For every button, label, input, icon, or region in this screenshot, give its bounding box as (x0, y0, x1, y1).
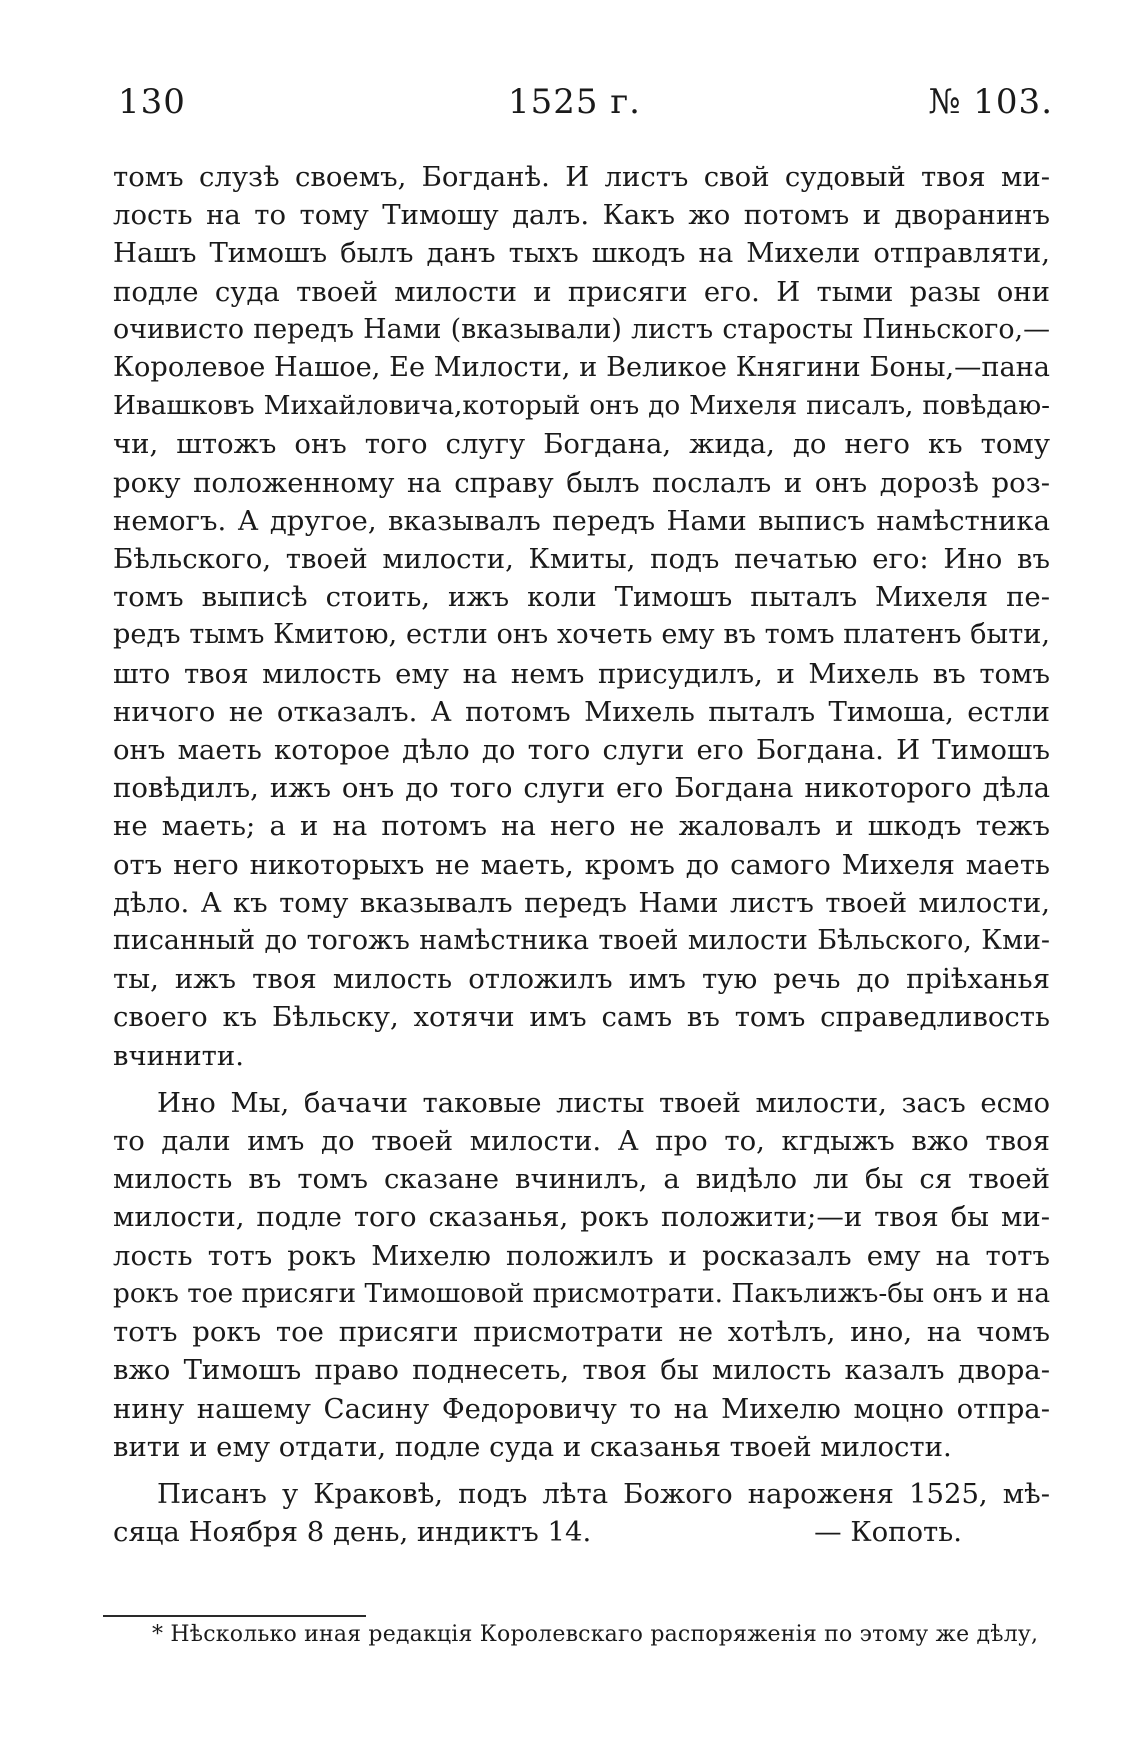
text-line: ты, ижъ твоя милость отложилъ имъ тую речь до прiѣханья (113, 963, 1050, 996)
text-line: лость на то тому Тимошу далъ. Какъ жо потомъ и дворанинъ (113, 199, 1050, 232)
text-line: томъ слузѣ своемъ, Богданѣ. И листъ свой судовый твоя ми- (113, 161, 1050, 193)
text-line: чи, штожъ онъ того слугу Богдана, жида, до него къ тому (113, 428, 1050, 461)
page-number: 130 (118, 82, 186, 122)
text-line: то дали имъ до твоей милости. А про то, кгдыжъ вжо твоя (113, 1125, 1050, 1158)
text-line: лость тотъ рокъ Михелю положилъ и росказалъ ему на тотъ (113, 1239, 1050, 1272)
text-line: отъ него никоторыхъ не маеть, кромъ до самого Михеля маеть (113, 848, 1050, 881)
text-line: Писанъ у Краковѣ, подъ лѣта Божого нароженя 1525, мѣ- (157, 1477, 1050, 1510)
text-line: Нашъ Тимошъ былъ данъ тыхъ шкодъ на Михели отправляти, (113, 237, 1050, 270)
text-line: онъ маеть которое дѣло до того слуги его Богдана. И Тимошъ (113, 734, 1050, 767)
paragraph-1 (113, 158, 1050, 1075)
text-line: писанный до тогожъ намѣстника твоей милости Бѣльского, Кми- (113, 925, 1050, 957)
paragraph-3 (113, 1475, 1050, 1551)
body-text (113, 158, 1050, 1551)
signature: — Копоть. (814, 1516, 962, 1549)
text-line: повѣдилъ, ижъ онъ до того слуги его Богдана никоторого дѣла (113, 772, 1050, 805)
text-line: року положенному на справу былъ послалъ и онъ дорозѣ роз- (113, 466, 1050, 499)
text-line: милость въ томъ сказане вчинилъ, а видѣло ли бы ся твоей (113, 1163, 1050, 1196)
date-text: сяца Ноября 8 день, индиктъ 14. (113, 1516, 592, 1549)
text-line: ничого не отказалъ. А потомъ Михель пыталъ Тимоша, естли (113, 695, 1050, 728)
text-line: томъ выписѣ стоить, ижъ коли Тимошъ пыталъ Михеля пе- (113, 581, 1050, 614)
text-line: рокъ тое присяги Тимошовой присмотрати. Пакълижъ-бы онъ и на (113, 1278, 1050, 1309)
header-year: 1525 г. (508, 82, 641, 122)
text-line: подле суда твоей милости и присяги его. И тыми разы они (113, 275, 1050, 308)
text-line: вити и ему отдати, подле суда и сказанья твоей милости. (113, 1430, 952, 1463)
text-line: редъ тымъ Кмитою, естли онъ хочеть ему въ томъ платенъ быти, (113, 619, 1050, 651)
text-line: што твоя милость ему на немъ присудилъ, и Михель въ томъ (113, 657, 1050, 690)
text-line: нину нашему Сасину Федоровичу то на Михелю моцно отпра- (113, 1392, 1050, 1425)
text-line: тотъ рокъ тое присяги присмотрати не хотѣлъ, ино, на чомъ (113, 1316, 1050, 1349)
text-line: Ивашковъ Михайловича,который онъ до Михеля писалъ, повѣдаю- (113, 391, 1050, 422)
page-header (118, 82, 1053, 132)
text-line: вжо Тимошъ право поднесеть, твоя бы милость казалъ двора- (113, 1354, 1050, 1387)
text-line: вчинити. (113, 1039, 244, 1072)
text-line: дѣло. А къ тому вказывалъ передъ Нами листъ твоей милости, (113, 886, 1050, 919)
text-line: очивисто передъ Нами (вказывали) листъ старосты Пиньского,— (113, 313, 1050, 345)
footnote: * Нѣсколько иная редакція Королевскаго распоряженія по этому же дѣлу, (152, 1622, 1039, 1647)
closing-line (113, 1513, 1050, 1551)
text-line: Королевое Нашое, Ее Милости, и Великое Княгини Боны,—пана (113, 352, 1050, 384)
text-line: не маеть; а и на потомъ на него не жаловалъ и шкодъ тежъ (113, 810, 1050, 843)
text-line: Ино Мы, бачачи таковые листы твоей милости, засъ есмо (157, 1086, 1050, 1119)
text-line: милости, подле того сказанья, рокъ положити;—и твоя бы ми- (113, 1201, 1050, 1234)
text-line: немогъ. А другое, вказывалъ передъ Нами выписъ намѣстника (113, 504, 1050, 537)
footnote-divider (103, 1615, 366, 1617)
text-line: Бѣльского, твоей милости, Кмиты, подъ печатью его: Ино въ (113, 543, 1050, 576)
document-number: № 103. (928, 82, 1053, 122)
text-line: своего къ Бѣльску, хотячи имъ самъ въ томъ справедливость (113, 1001, 1050, 1034)
paragraph-2 (113, 1084, 1050, 1466)
